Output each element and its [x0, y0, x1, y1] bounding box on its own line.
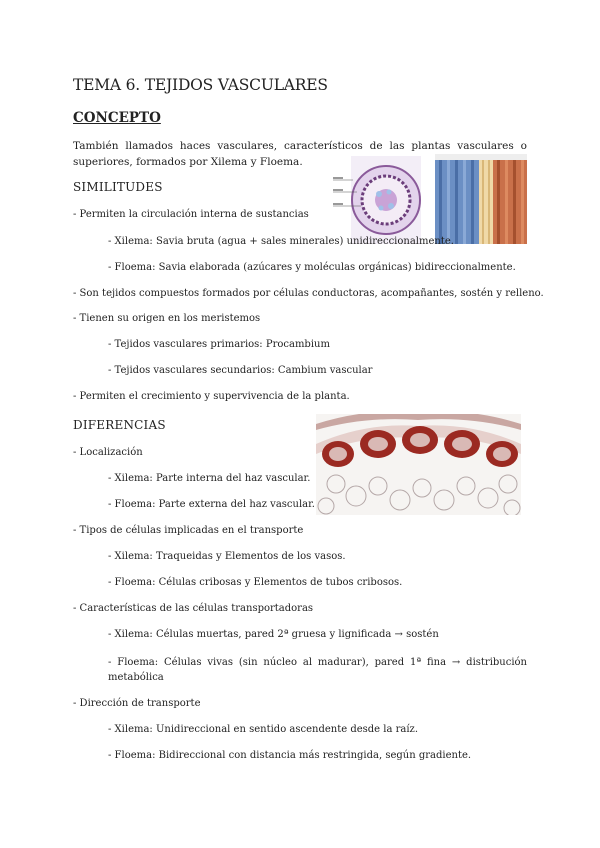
sim-bullet-2: - Son tejidos compuestos formados por células conductoras, acompañantes, sostén y relleno. — [73, 288, 544, 299]
longitudinal-tissue-diagram — [435, 154, 527, 244]
dif-bullet-2a: - Xilema: Traqueidas y Elementos de los vasos. — [108, 551, 346, 562]
dif-bullet-3a: - Xilema: Células muertas, pared 2ª gruesa y lignificada → sostén — [108, 629, 439, 640]
sim-bullet-1b: - Floema: Savia elaborada (azúcares y moléculas orgánicas) bidireccionalmente. — [108, 262, 516, 273]
dif-bullet-1b: - Floema: Parte externa del haz vascular. — [108, 499, 315, 510]
dif-bullet-2: - Tipos de células implicadas en el transporte — [73, 525, 304, 536]
dif-bullet-2b: - Floema: Células cribosas y Elementos de tubos cribosos. — [108, 577, 403, 588]
dif-bullet-1a: - Xilema: Parte interna del haz vascular. — [108, 473, 311, 484]
concepto-paragraph: También llamados haces vasculares, característicos de las plantas vasculares o superiores, formados por Xilema y Floema. — [73, 140, 527, 168]
dif-bullet-4a: - Xilema: Unidireccional en sentido ascendente desde la raíz. — [108, 724, 418, 735]
vascular-bundle-figure — [331, 154, 529, 246]
similitudes-heading: SIMILITUDES — [73, 180, 163, 194]
stem-micrograph-figure — [316, 414, 521, 515]
sim-bullet-4: - Permiten el crecimiento y supervivencia de la planta. — [73, 391, 350, 402]
concepto-heading: CONCEPTO — [73, 110, 161, 126]
dif-bullet-3b: - Floema: Células vivas (sin núcleo al madurar), pared 1ª fina → distribución metabólica — [108, 657, 527, 683]
sim-bullet-1: - Permiten la circulación interna de sustancias — [73, 209, 309, 220]
dif-bullet-3: - Características de las células transportadoras — [73, 603, 314, 614]
sim-bullet-3: - Tienen su origen en los meristemos — [73, 313, 261, 324]
dif-bullet-4: - Dirección de transporte — [73, 698, 201, 709]
page-title: TEMA 6. TEJIDOS VASCULARES — [73, 76, 328, 94]
sim-bullet-1a: - Xilema: Savia bruta (agua + sales minerales) unidireccionalmente. — [108, 236, 454, 247]
sim-bullet-3a: - Tejidos vasculares primarios: Procambium — [108, 339, 330, 350]
dif-bullet-1: - Localización — [73, 447, 143, 458]
sim-bullet-3b: - Tejidos vasculares secundarios: Cambium vascular — [108, 365, 373, 376]
diferencias-heading: DIFERENCIAS — [73, 418, 166, 432]
dif-bullet-4b: - Floema: Bidireccional con distancia más restringida, según gradiente. — [108, 750, 472, 761]
